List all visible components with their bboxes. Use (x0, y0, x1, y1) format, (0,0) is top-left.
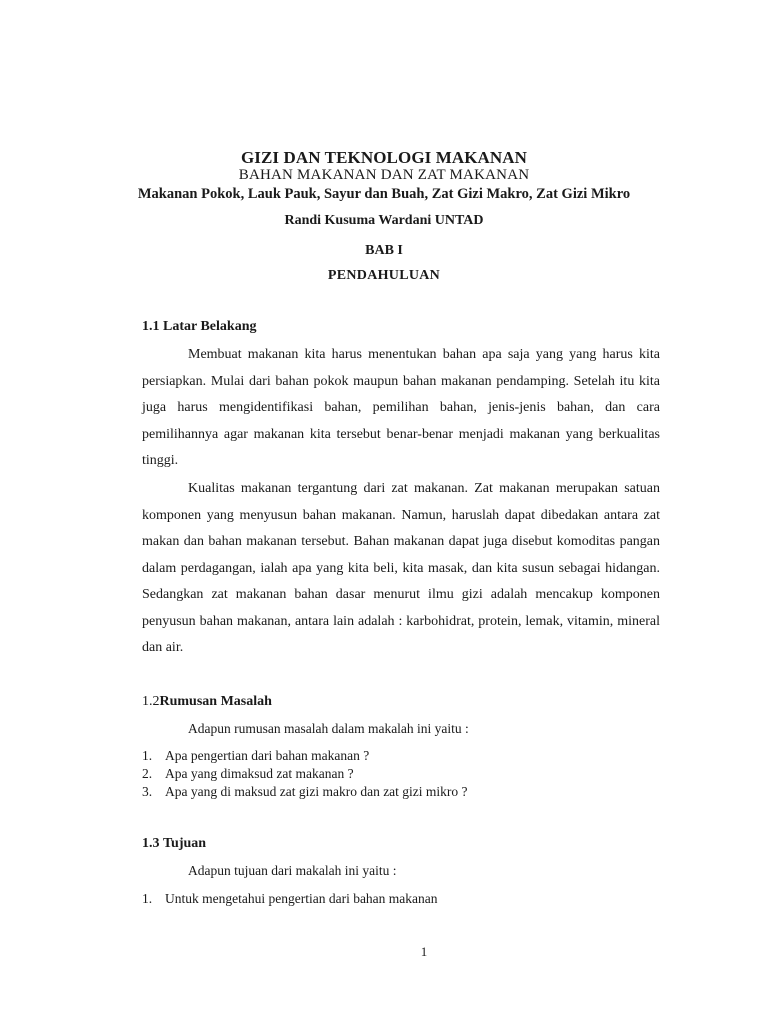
section-number: 1.2 (142, 694, 160, 709)
rumusan-intro: Adapun rumusan masalah dalam makalah ini yaitu : (188, 721, 469, 736)
list-item-number: 1. (142, 748, 153, 763)
tujuan-list (142, 890, 438, 908)
rumusan-list (142, 747, 468, 801)
list-item (142, 747, 468, 765)
section-number: 1.3 (142, 836, 160, 851)
list-item-text: Apa pengertian dari bahan makanan ? (165, 748, 370, 763)
list-item-text: Untuk mengetahui pengertian dari bahan makanan (165, 891, 438, 906)
section-title: Tujuan (163, 836, 207, 851)
section-title: Latar Belakang (163, 319, 257, 334)
list-item-number: 3. (142, 784, 153, 799)
section-heading-1-1 (142, 319, 256, 335)
list-item (142, 765, 468, 783)
chapter-title: PENDAHULUAN (327, 268, 441, 283)
list-item-text: Apa yang dimaksud zat makanan ? (165, 766, 354, 781)
section-heading-1-2 (142, 694, 272, 710)
document-author: Randi Kusuma Wardani UNTAD (284, 213, 484, 228)
section-number: 1.1 (142, 319, 160, 334)
page-number: 1 (420, 944, 428, 959)
tujuan-intro: Adapun tujuan dari makalah ini yaitu : (188, 863, 397, 878)
section-heading-1-3 (142, 836, 206, 852)
paragraph-latar-belakang-2: Kualitas makanan tergantung dari zat makanan. Zat makanan merupakan satuan komponen yang menyusun bahan makanan. Namun, haruslah dapat dibedakan antara zat makan dan bahan makanan tersebut. Bahan makanan dapat juga disebut komoditas pangan dalam perdagangan, ialah apa yang kita beli, kita masak, dan kita susun sebagai hidangan. Sedangkan zat makanan bahan dasar menurut ilmu gizi adalah mencakup komponen penyusun bahan makanan, antara lain adalah : karbohidrat, protein, lemak, vitamin, mineral dan air. (142, 481, 660, 655)
list-item-text: Apa yang di maksud zat gizi makro dan zat gizi mikro ? (165, 784, 468, 799)
list-item-number: 2. (142, 766, 153, 781)
document-topics: Makanan Pokok, Lauk Pauk, Sayur dan Buah, Zat Gizi Makro, Zat Gizi Mikro (137, 186, 631, 202)
chapter-number: BAB I (365, 243, 403, 258)
document-subtitle: BAHAN MAKANAN DAN ZAT MAKANAN (238, 167, 530, 183)
list-item (142, 890, 438, 908)
list-item (142, 783, 468, 801)
paragraph-latar-belakang-1: Membuat makanan kita harus menentukan bahan apa saja yang yang harus kita persiapkan. Mulai dari bahan pokok maupun bahan makanan pendamping. Setelah itu kita juga harus mengidentifikasi bahan, pemilihan bahan, jenis-jenis bahan, dan cara pemilihannya agar makanan kita tersebut benar-benar menjadi makanan yang berkualitas tinggi. (142, 347, 660, 468)
section-title: Rumusan Masalah (159, 694, 272, 709)
list-item-number: 1. (142, 891, 153, 906)
document-title: GIZI DAN TEKNOLOGI MAKANAN (240, 148, 528, 167)
